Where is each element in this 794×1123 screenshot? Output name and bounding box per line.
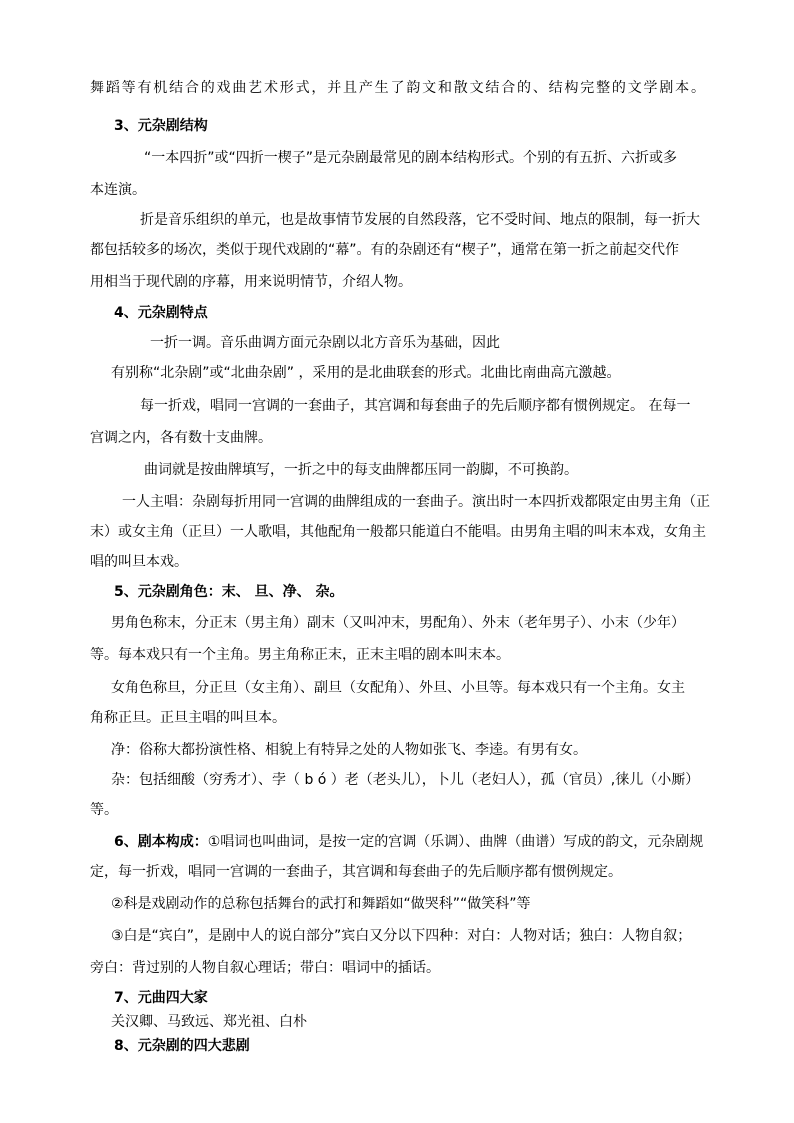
paragraph-line: 角称正旦。正旦主唱的叫旦本。 [90, 710, 286, 726]
paragraph-line: 末）或女主角（正旦）一人歌唱，其他配角一般都只能道白不能唱。由男角主唱的叫末本戏，女角主 [90, 524, 706, 540]
paragraph-line: 都包括较多的场次，类似于现代戏剧的“幕”。有的杂剧还有“楔子”，通常在第一折之前起交代作 [90, 242, 680, 258]
paragraph-line: 杂：包括细酸（穷秀才）、孛（ b ó ）老（老头儿），卜儿（老妇人），孤（官员）,徕儿（小厮） [111, 772, 700, 788]
paragraph-line: 等。每本戏只有一个主角。男主角称正末，正末主唱的剧本叫末本。 [90, 647, 510, 663]
paragraph-line: 女角色称旦，分正旦（女主角）、副旦（女配角）、外旦、小旦等。每本戏只有一个主角。女主 [111, 680, 685, 696]
paragraph-line: 一人主唱：杂剧每折用同一宫调的曲牌组成的一套曲子。演出时一本四折戏都限定由男主角（正 [122, 494, 710, 510]
section-heading-structure: 3、元杂剧结构 [114, 118, 208, 134]
paragraph-line: ③白是“宾白”，是剧中人的说白部分”宾白又分以下四种：对白：人物对话；独白：人物自叙； [111, 928, 692, 944]
paragraph-line: 等。 [90, 802, 118, 818]
paragraph-line: ②科是戏剧动作的总称包括舞台的武打和舞蹈如“做哭科”“做笑科”等 [111, 896, 531, 912]
paragraph-line: 本连演。 [90, 182, 146, 198]
paragraph-line: 用相当于现代剧的序幕，用来说明情节，介绍人物。 [90, 274, 412, 290]
paragraph-line: 折是音乐组织的单元，也是故事情节发展的自然段落，它不受时间、地点的限制，每一折大 [140, 212, 700, 228]
section-heading-composition: 6、剧本构成： [114, 834, 208, 850]
paragraph-line: 一折一调。音乐曲调方面元杂剧以北方音乐为基础，因此 [150, 335, 500, 351]
section-heading-four-tragedies: 8、元杂剧的四大悲剧 [114, 1038, 250, 1054]
paragraph-line: 宫调之内，各有数十支曲牌。 [90, 430, 272, 446]
paragraph-text: ①唱词也叫曲词，是按一定的宫调（乐调）、曲牌（曲谱）写成的韵文，元杂剧规 [207, 834, 704, 850]
section-heading-roles: 5、元杂剧角色：末、 旦、净、 杂。 [114, 584, 344, 600]
paragraph-line: 唱的叫旦本戏。 [90, 554, 188, 570]
paragraph-line: 旁白：背过别的人物自叙心理话；带白：唱词中的插话。 [90, 960, 440, 976]
paragraph-line: 关汉卿、马致远、郑光祖、白朴 [111, 1014, 307, 1030]
paragraph-line: 每一折戏，唱同一宫调的一套曲子，其宫调和每套曲子的先后顺序都有惯例规定。 在每一 [140, 398, 691, 414]
paragraph-line: “一本四折”或“四折一楔子”是元杂剧最常见的剧本结构形式。个别的有五折、六折或多 [144, 150, 678, 166]
paragraph-line [114, 832, 703, 852]
paragraph-line: 曲词就是按曲牌填写，一折之中的每支曲牌都压同一韵脚，不可换韵。 [144, 462, 578, 478]
paragraph-line: 有别称“北杂剧”或“北曲杂剧” ，采用的是北曲联套的形式。北曲比南曲高亢激越。 [111, 365, 621, 381]
paragraph-line: 男角色称末，分正末（男主角）副末（又叫冲末，男配角）、外末（老年男子）、小末（少年） [111, 615, 685, 631]
paragraph-line: 定，每一折戏，唱同一宫调的一套曲子，其宫调和每套曲子的先后顺序都有惯例规定。 [90, 864, 622, 880]
paragraph-line: 净：俗称大都扮演性格、相貌上有特异之处的人物如张飞、李逵。有男有女。 [111, 742, 587, 758]
paragraph-line: 舞蹈等有机结合的戏曲艺术形式，并且产生了韵文和散文结合的、结构完整的文学剧本。 [90, 80, 705, 96]
section-heading-features: 4、元杂剧特点 [114, 305, 208, 321]
section-heading-four-masters: 7、元曲四大家 [114, 990, 208, 1006]
